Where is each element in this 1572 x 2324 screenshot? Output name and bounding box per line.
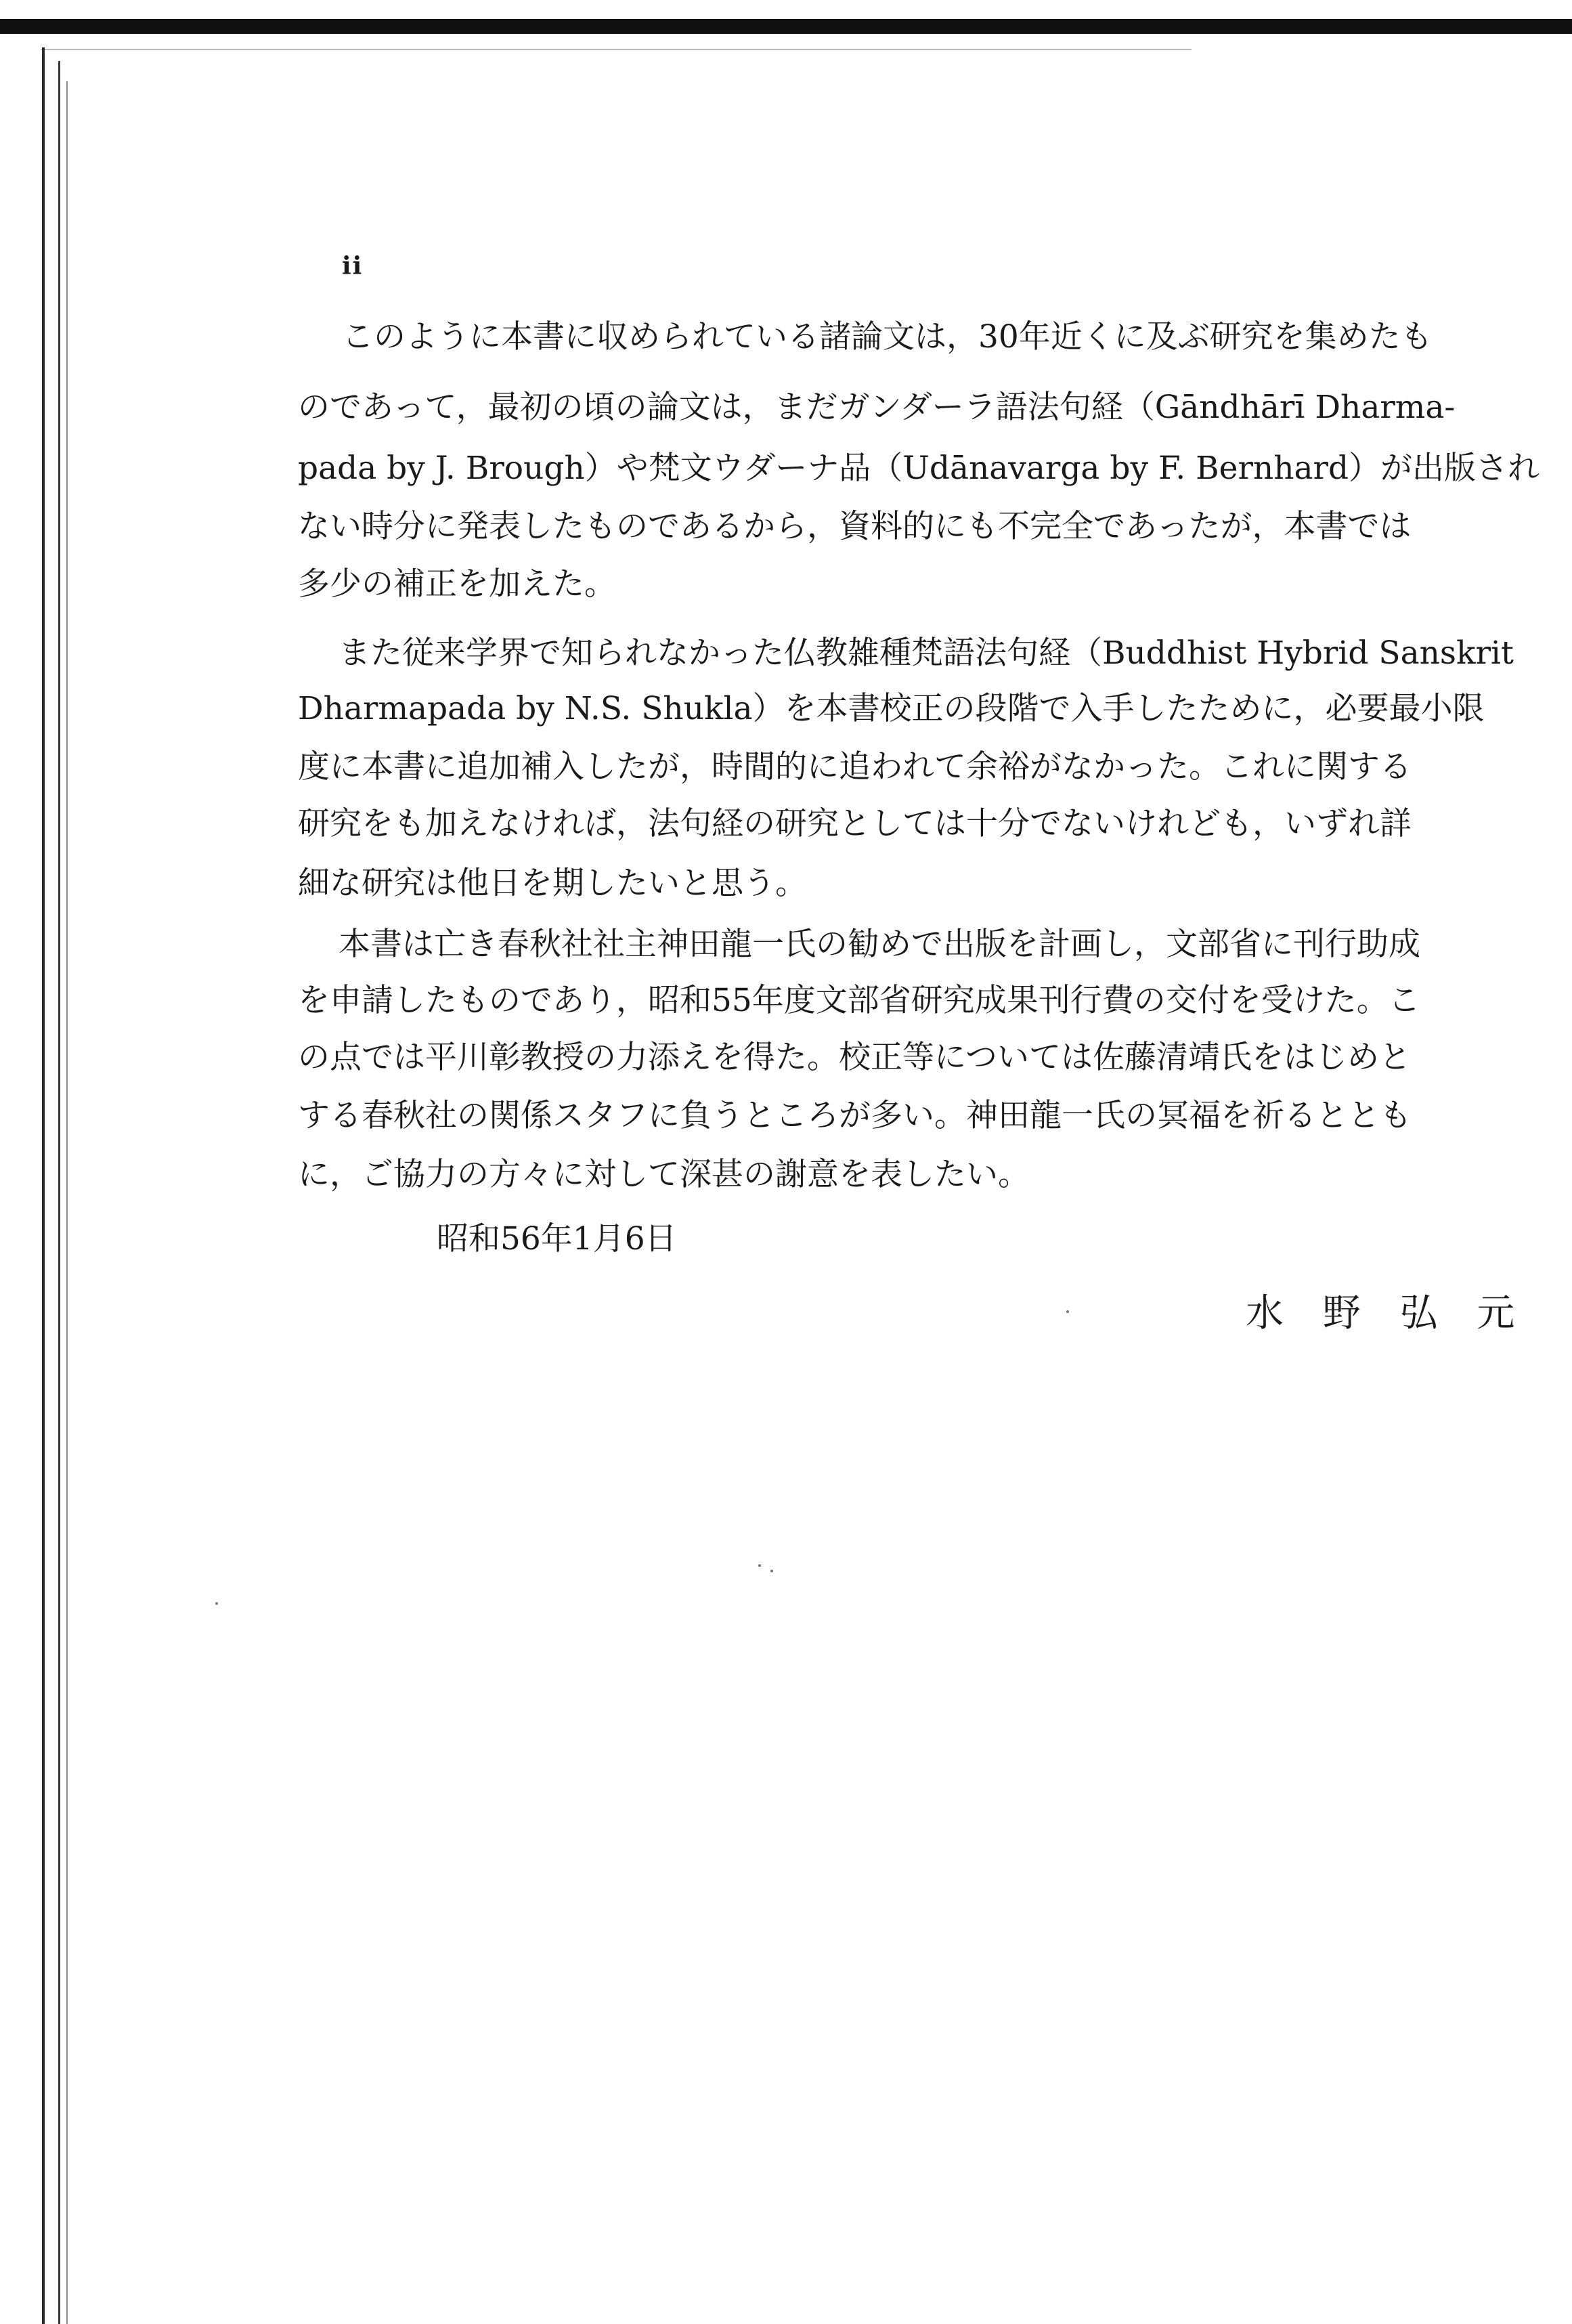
top-thin-rule [41, 49, 1192, 50]
text-line-content: のであって，最初の頃の論文は，まだガンダーラ語法句経（Gāndhārī Dharma- [298, 389, 1456, 426]
top-edge-rule [0, 19, 1572, 34]
text-line-content: の点では平川彰教授の力添えを得た。校正等については佐藤清靖氏をはじめと [298, 1039, 1412, 1076]
text-line-content: を申請したものであり，昭和55年度文部省研究成果刊行費の交付を受けた。こ [298, 982, 1420, 1019]
scan-speck [215, 1602, 218, 1605]
text-line-content: 度に本書に追加補入したが，時間的に追われて余裕がなかった。これに関する [298, 748, 1412, 786]
binding-edge-line [58, 61, 60, 2324]
text-line-content: 研究をも加えなければ，法句経の研究としては十分でないけれども，いずれ詳 [298, 805, 1412, 842]
author-signature: 水 野 弘 元 [1246, 1291, 1529, 1335]
scan-speck [770, 1570, 773, 1572]
text-line-content: 細な研究は他日を期したいと思う。 [298, 865, 807, 902]
text-line-content: また従来学界で知られなかった仏教雑種梵語法句経（Buddhist Hybrid Sanskrit [339, 634, 1514, 672]
text-line-content: に，ご協力の方々に対して深甚の謝意を表したい。 [298, 1156, 1030, 1193]
text-line-content: する春秋社の関係スタフに負うところが多い。神田龍一氏の冥福を祈るととも [298, 1097, 1412, 1134]
text-line-content: 多少の補正を加えた。 [298, 565, 616, 603]
text-line-content: ない時分に発表したものであるから，資料的にも不完全であったが，本書では [298, 508, 1412, 545]
text-line-content: pada by J. Brough）や梵文ウダーナ品（Udānavarga by F. Bernhard）が出版され [298, 450, 1540, 487]
scan-speck [1066, 1310, 1069, 1313]
text-line-content: このように本書に収められている諸論文は，30年近くに及ぶ研究を集めたも [342, 318, 1433, 356]
date-line: 昭和56年1月6日 [437, 1220, 677, 1257]
binding-edge-line [42, 47, 45, 2324]
text-line-content: 本書は亡き春秋社社主神田龍一氏の勧めで出版を計画し，文部省に刊行助成 [339, 926, 1420, 963]
text-line-content: Dharmapada by N.S. Shukla）を本書校正の段階で入手したために，必要最小限 [298, 690, 1485, 727]
page-number: ii [342, 252, 364, 280]
binding-edge-line [66, 81, 68, 2324]
scan-speck [758, 1564, 761, 1567]
